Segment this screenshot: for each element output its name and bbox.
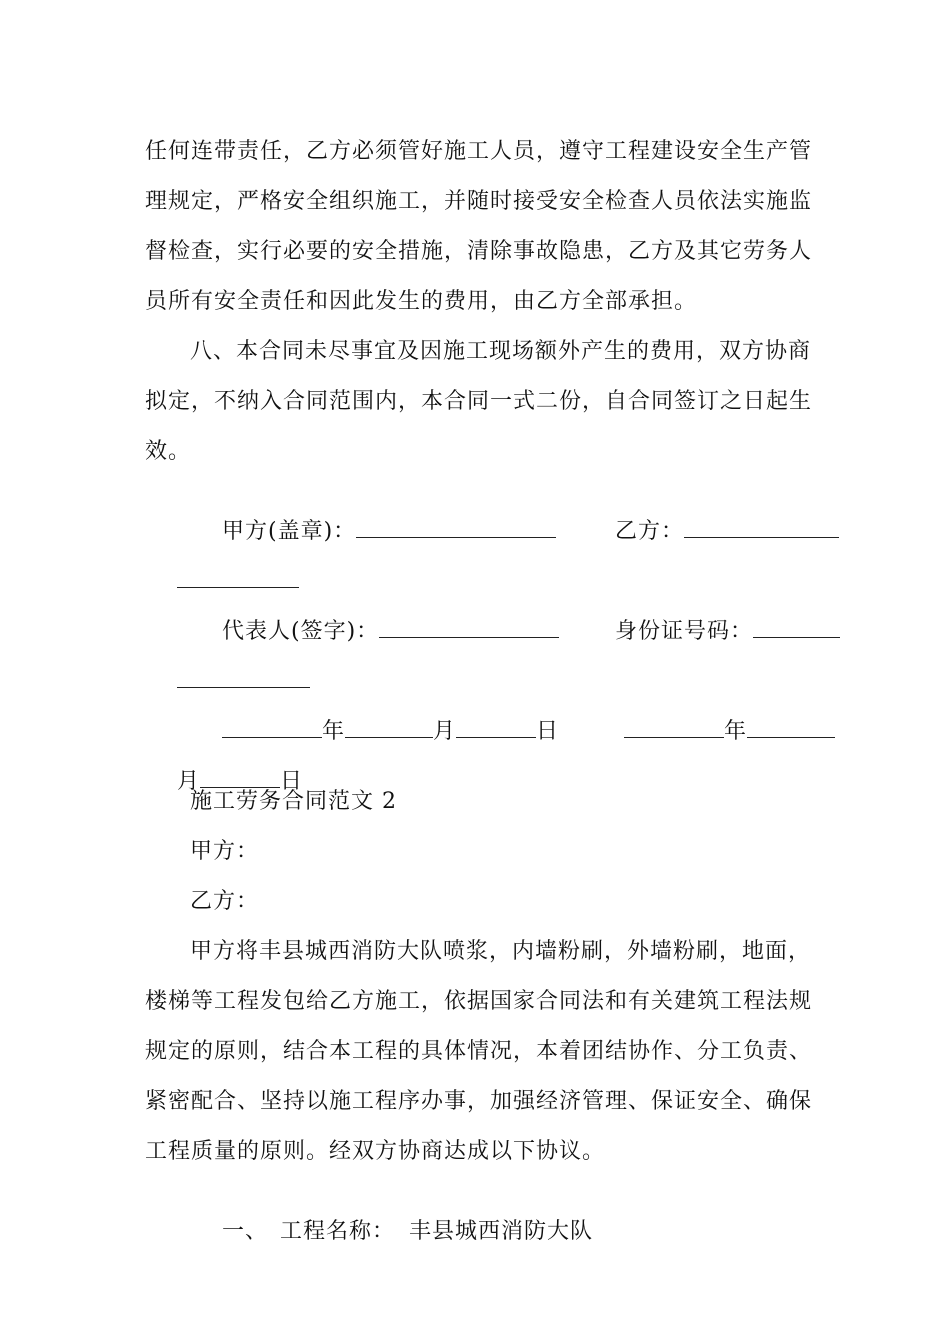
date-b-row bbox=[592, 687, 835, 777]
contract2-item1 bbox=[190, 1187, 593, 1277]
paragraph-line: 理规定，严格安全组织施工，并随时接受安全检查人员依法实施监 bbox=[145, 189, 813, 214]
date-b-year-blank[interactable] bbox=[624, 717, 724, 738]
party-b-row bbox=[583, 487, 839, 577]
paragraph-line: 任何连带责任，乙方必须管好施工人员，遵守工程建设安全生产管 bbox=[145, 139, 813, 164]
clause-eight-line: 八、本合同未尽事宜及因施工现场额外产生的费用，双方协商 bbox=[190, 339, 812, 364]
date-b-month-blank[interactable] bbox=[747, 717, 835, 738]
date-b-day-blank[interactable] bbox=[200, 767, 280, 788]
contract2-intro-line: 紧密配合、坚持以施工程序办事，加强经济管理、保证安全、确保 bbox=[145, 1089, 813, 1114]
party-a-seal-label: 甲方(盖章)： bbox=[221, 519, 357, 544]
party-b-blank-continued[interactable] bbox=[177, 567, 299, 588]
representative-label: 代表人(签字)： bbox=[221, 619, 380, 644]
item1-number: 一、 bbox=[221, 1219, 268, 1244]
date-a-year-label: 年 bbox=[321, 719, 345, 744]
item1-value: 丰县城西消防大队 bbox=[409, 1219, 594, 1244]
contract2-intro-line: 楼梯等工程发包给乙方施工，依据国家合同法和有关建筑工程法规 bbox=[145, 989, 813, 1014]
id-number-label: 身份证号码： bbox=[614, 619, 753, 644]
id-number-row bbox=[583, 587, 840, 677]
representative-blank[interactable] bbox=[379, 617, 559, 638]
date-a-year-blank[interactable] bbox=[222, 717, 322, 738]
date-a-day-blank[interactable] bbox=[456, 717, 536, 738]
paragraph-line: 员所有安全责任和因此发生的费用，由乙方全部承担。 bbox=[145, 289, 698, 314]
date-b-month-label: 月 bbox=[176, 769, 200, 794]
contract2-party-b: 乙方： bbox=[190, 889, 260, 914]
contract2-intro-line: 工程质量的原则。经双方协商达成以下协议。 bbox=[145, 1139, 606, 1164]
id-number-blank-continued[interactable] bbox=[177, 667, 310, 688]
party-b-label: 乙方： bbox=[614, 519, 684, 544]
item1-label: 工程名称： bbox=[280, 1219, 396, 1244]
contract2-title: 施工劳务合同范文 2 bbox=[190, 789, 397, 814]
party-a-seal-blank[interactable] bbox=[356, 517, 556, 538]
id-number-blank[interactable] bbox=[753, 617, 840, 638]
date-b-year-label: 年 bbox=[723, 719, 747, 744]
date-a-month-label: 月 bbox=[433, 719, 457, 744]
clause-eight-line: 拟定，不纳入合同范围内，本合同一式二份，自合同签订之日起生 bbox=[145, 389, 813, 414]
date-a-day-label: 日 bbox=[536, 719, 560, 744]
contract2-intro-line: 甲方将丰县城西消防大队喷浆，内墙粉刷，外墙粉刷，地面， bbox=[190, 939, 812, 964]
paragraph-line: 督检查，实行必要的安全措施，清除事故隐患，乙方及其它劳务人 bbox=[145, 239, 813, 264]
party-b-blank[interactable] bbox=[684, 517, 839, 538]
contract2-intro-line: 规定的原则，结合本工程的具体情况，本着团结协作、分工负责、 bbox=[145, 1039, 813, 1064]
date-a-month-blank[interactable] bbox=[345, 717, 433, 738]
contract2-party-a: 甲方： bbox=[190, 839, 260, 864]
date-b-day-label: 日 bbox=[280, 769, 304, 794]
clause-eight-line: 效。 bbox=[145, 439, 192, 464]
